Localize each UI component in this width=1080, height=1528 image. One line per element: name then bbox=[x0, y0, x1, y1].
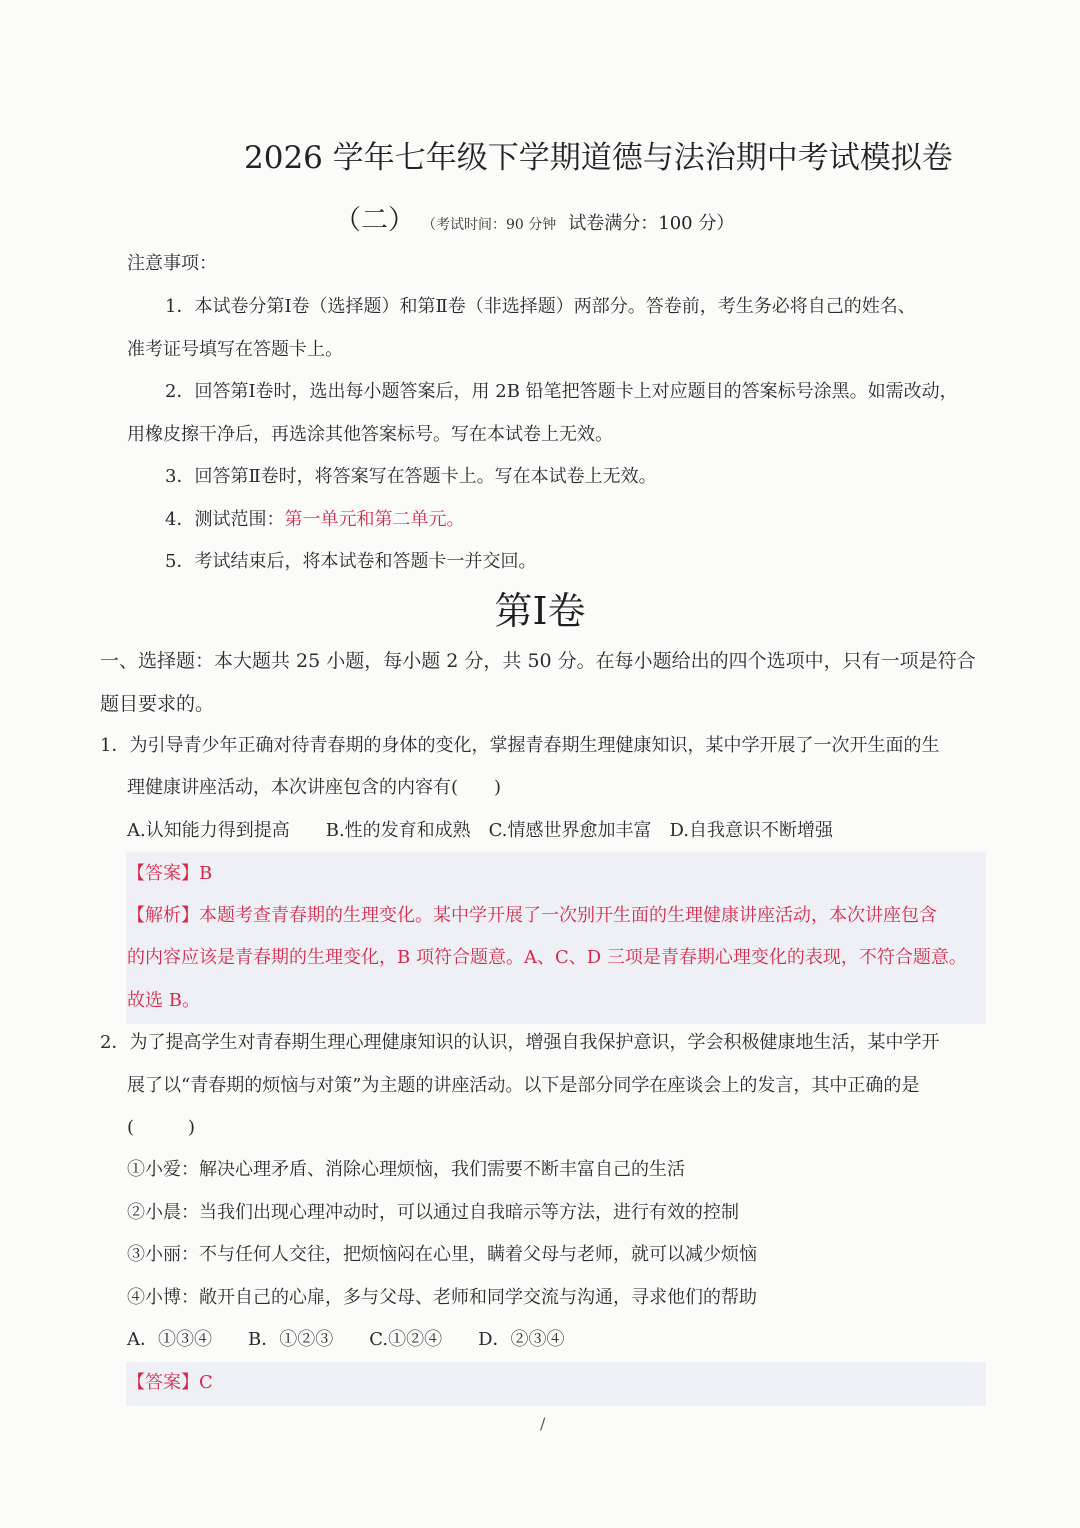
notice-item-2-line-1: 2．回答第Ⅰ卷时，选出每小题答案后，用 2B 铅笔把答题卡上对应题目的答案标号涂黑。如需改动， bbox=[165, 381, 958, 402]
page-footer-mark: / bbox=[540, 1414, 546, 1433]
q2-statement-2: ②小晨：当我们出现心理冲动时，可以通过自我暗示等方法，进行有效的控制 bbox=[127, 1202, 739, 1223]
q2-statement-3: ③小丽：不与任何人交往，把烦恼闷在心里，瞒着父母与老师，就可以减少烦恼 bbox=[127, 1244, 757, 1265]
exam-full-score: 试卷满分：100 分） bbox=[568, 213, 735, 234]
answer-label: 【答案】 bbox=[127, 863, 199, 884]
q1-answer-box bbox=[126, 852, 986, 1024]
test-scope: 第一单元和第二单元。 bbox=[284, 509, 465, 530]
notice-item-5: 5．考试结束后，将本试卷和答题卡一并交回。 bbox=[165, 551, 537, 572]
exam-subtitle: （二） bbox=[334, 205, 415, 236]
notice-item-3: 3．回答第Ⅱ卷时，将答案写在答题卡上。写在本试卷上无效。 bbox=[165, 466, 657, 487]
q1-answer bbox=[127, 862, 212, 886]
q1-stem-line-2: 理健康讲座活动，本次讲座包含的内容有( ) bbox=[127, 777, 502, 798]
notice-item-2-line-2: 用橡皮擦干净后，再选涂其他答案标号。写在本试卷上无效。 bbox=[127, 424, 613, 445]
analysis-label: 【解析】 bbox=[127, 905, 199, 926]
answer-value: C bbox=[199, 1372, 213, 1393]
q1-options: A.认知能力得到提高 B.性的发育和成熟 C.情感世界愈加丰富 D.自我意识不断增强 bbox=[127, 820, 834, 841]
exam-time: （考试时间：90 分钟 bbox=[429, 217, 557, 233]
answer-value: B bbox=[199, 863, 213, 884]
q2-stem-line-2: 展了以“青春期的烦恼与对策”为主题的讲座活动。以下是部分同学在座谈会上的发言，其中正确的是 bbox=[127, 1075, 920, 1096]
section-intro-line-1: 一、选择题：本大题共 25 小题，每小题 2 分，共 50 分。在每小题给出的四个选项中，只有一项是符合 bbox=[100, 650, 976, 672]
subtitle-row bbox=[334, 198, 734, 237]
q2-stem-line-3: ( ) bbox=[127, 1117, 196, 1138]
q1-analysis-line-2: 的内容应该是青春期的生理变化，B 项符合题意。A、C、D 三项是青春期心理变化的表现，不符合题意。 bbox=[127, 947, 967, 968]
q2-answer bbox=[127, 1371, 213, 1395]
notice-item-1-line-2: 准考证号填写在答题卡上。 bbox=[127, 339, 343, 360]
section-intro-line-2: 题目要求的。 bbox=[100, 693, 215, 715]
exam-title: 2026 学年七年级下学期道德与法治期中考试模拟卷 bbox=[244, 140, 953, 176]
q1-analysis-line-1 bbox=[127, 904, 937, 928]
q2-answer-box bbox=[126, 1362, 986, 1406]
notice-item-1-line-1: 1．本试卷分第Ⅰ卷（选择题）和第Ⅱ卷（非选择题）两部分。答卷前，考生务必将自己的姓名、 bbox=[165, 296, 916, 317]
q1-analysis-line-3: 故选 B。 bbox=[127, 990, 200, 1011]
analysis-text: 本题考查青春期的生理变化。某中学开展了一次别开生面的生理健康讲座活动，本次讲座包含 bbox=[199, 905, 937, 926]
q2-statement-1: ①小爱：解决心理矛盾、消除心理烦恼，我们需要不断丰富自己的生活 bbox=[127, 1159, 685, 1180]
q2-stem-line-1: 2．为了提高学生对青春期生理心理健康知识的认识，增强自我保护意识，学会积极健康地生活，某中学开 bbox=[100, 1032, 940, 1053]
q2-options: A．①③④ B．①②③ C.①②④ D．②③④ bbox=[127, 1329, 565, 1350]
notice-item-4 bbox=[165, 508, 464, 532]
notice-item-4-label: 4．测试范围： bbox=[165, 509, 285, 530]
answer-label: 【答案】 bbox=[127, 1372, 199, 1393]
q2-statement-4: ④小博：敞开自己的心扉，多与父母、老师和同学交流与沟通，寻求他们的帮助 bbox=[127, 1287, 757, 1308]
q1-stem-line-1: 1．为引导青少年正确对待青春期的身体的变化，掌握青春期生理健康知识，某中学开展了一次开生面的生 bbox=[100, 735, 940, 756]
section-title: 第Ⅰ卷 bbox=[494, 589, 586, 633]
notice-heading: 注意事项： bbox=[127, 253, 217, 274]
